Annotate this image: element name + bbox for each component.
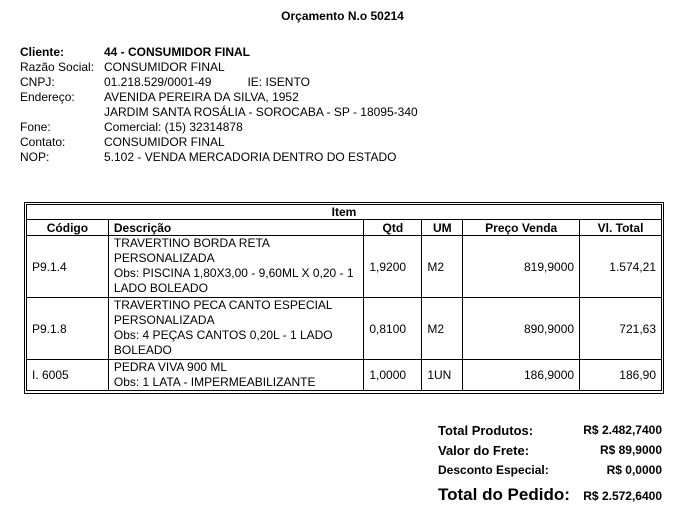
frete-label: Valor do Frete: — [438, 443, 530, 458]
desconto-label: Desconto Especial: — [438, 463, 549, 477]
item-code: I. 6005 — [27, 360, 109, 391]
field-label: Cliente: — [20, 45, 65, 59]
item-description — [108, 298, 364, 360]
field-label: CNPJ: — [20, 75, 55, 89]
item-unit: 1UN — [422, 360, 463, 391]
field-label: NOP: — [20, 150, 50, 164]
contact: CONSUMIDOR FINAL — [104, 135, 225, 149]
desc-line: PEDRA VIVA 900 ML — [113, 360, 228, 374]
total-produtos-row — [438, 423, 662, 443]
items-table — [26, 204, 662, 391]
table-header-row — [27, 220, 662, 236]
desc-line: Obs: 1 LATA - IMPERMEABILIZANTE — [113, 375, 316, 389]
frete-row — [438, 443, 662, 463]
table-row — [27, 298, 662, 360]
item-unit: M2 — [422, 298, 463, 360]
document-title: Orçamento N.o 50214 — [281, 9, 404, 23]
desc-line: TRAVERTINO BORDA RETA — [113, 236, 270, 250]
desconto-row — [438, 463, 662, 483]
total-pedido-value: R$ 2.572,6400 — [583, 489, 662, 503]
nop: 5.102 - VENDA MERCADORIA DENTRO DO ESTADO — [104, 150, 397, 164]
column-header: Código — [27, 220, 109, 236]
total-pedido-label: Total do Pedido: — [438, 485, 570, 504]
client-info — [20, 45, 418, 165]
desconto-value: R$ 0,0000 — [606, 463, 662, 477]
item-total: 1.574,21 — [580, 236, 662, 298]
item-code: P9.1.8 — [27, 298, 109, 360]
client-row — [20, 105, 418, 120]
desc-line: LADO BOLEADO — [113, 281, 208, 295]
item-total: 186,90 — [580, 360, 662, 391]
item-description — [108, 360, 364, 391]
table-group-header: Item — [27, 205, 662, 220]
razao-social: CONSUMIDOR FINAL — [104, 60, 225, 74]
item-qty: 0,8100 — [364, 298, 422, 360]
field-label: Razão Social: — [20, 60, 95, 74]
client-row — [20, 60, 418, 75]
client-row — [20, 150, 418, 165]
frete-value: R$ 89,9000 — [599, 443, 662, 457]
total-pedido-row — [438, 485, 662, 505]
desc-line: BOLEADO — [113, 343, 172, 357]
totals-block — [438, 423, 662, 505]
item-qty: 1,0000 — [364, 360, 422, 391]
table-row — [27, 236, 662, 298]
client-row — [20, 120, 418, 135]
client-row — [20, 75, 418, 90]
desc-line: TRAVERTINO PECA CANTO ESPECIAL — [113, 298, 333, 312]
item-unit: M2 — [422, 236, 463, 298]
column-header: Vl. Total — [580, 220, 662, 236]
field-label — [20, 105, 104, 120]
client-row — [20, 135, 418, 150]
item-price: 819,9000 — [463, 236, 580, 298]
column-header: UM — [422, 220, 463, 236]
item-total: 721,63 — [580, 298, 662, 360]
column-header: Preço Venda — [463, 220, 580, 236]
column-header: Descrição — [108, 220, 364, 236]
desc-line: PERSONALIZADA — [113, 313, 215, 327]
field-label: Contato: — [20, 135, 66, 149]
total-produtos-value: R$ 2.482,7400 — [583, 423, 662, 437]
item-description — [108, 236, 364, 298]
field-label: Endereço: — [20, 90, 75, 104]
total-produtos-label: Total Produtos: — [438, 423, 534, 438]
desc-line: PERSONALIZADA — [113, 251, 215, 265]
item-qty: 1,9200 — [364, 236, 422, 298]
item-code: P9.1.4 — [27, 236, 109, 298]
client-name: 44 - CONSUMIDOR FINAL — [104, 45, 251, 59]
field-label: Fone: — [20, 120, 51, 134]
client-row — [20, 45, 418, 60]
column-header: Qtd — [364, 220, 422, 236]
item-price: 890,9000 — [463, 298, 580, 360]
address-line-1: AVENIDA PEREIRA DA SILVA, 1952 — [104, 90, 299, 104]
table-row — [27, 360, 662, 391]
client-row — [20, 90, 418, 105]
ie: IE: ISENTO — [247, 75, 310, 89]
phone: Comercial: (15) 32314878 — [104, 120, 243, 134]
desc-line: Obs: PISCINA 1,80X3,00 - 9,60ML X 0,20 - 1 — [113, 266, 354, 280]
desc-line: Obs: 4 PEÇAS CANTOS 0,20L - 1 LADO — [113, 328, 333, 342]
cnpj: 01.218.529/0001-49 — [104, 75, 212, 89]
item-price: 186,9000 — [463, 360, 580, 391]
address-line-2: JARDIM SANTA ROSÁLIA - SOROCABA - SP - 18095-340 — [104, 105, 418, 119]
